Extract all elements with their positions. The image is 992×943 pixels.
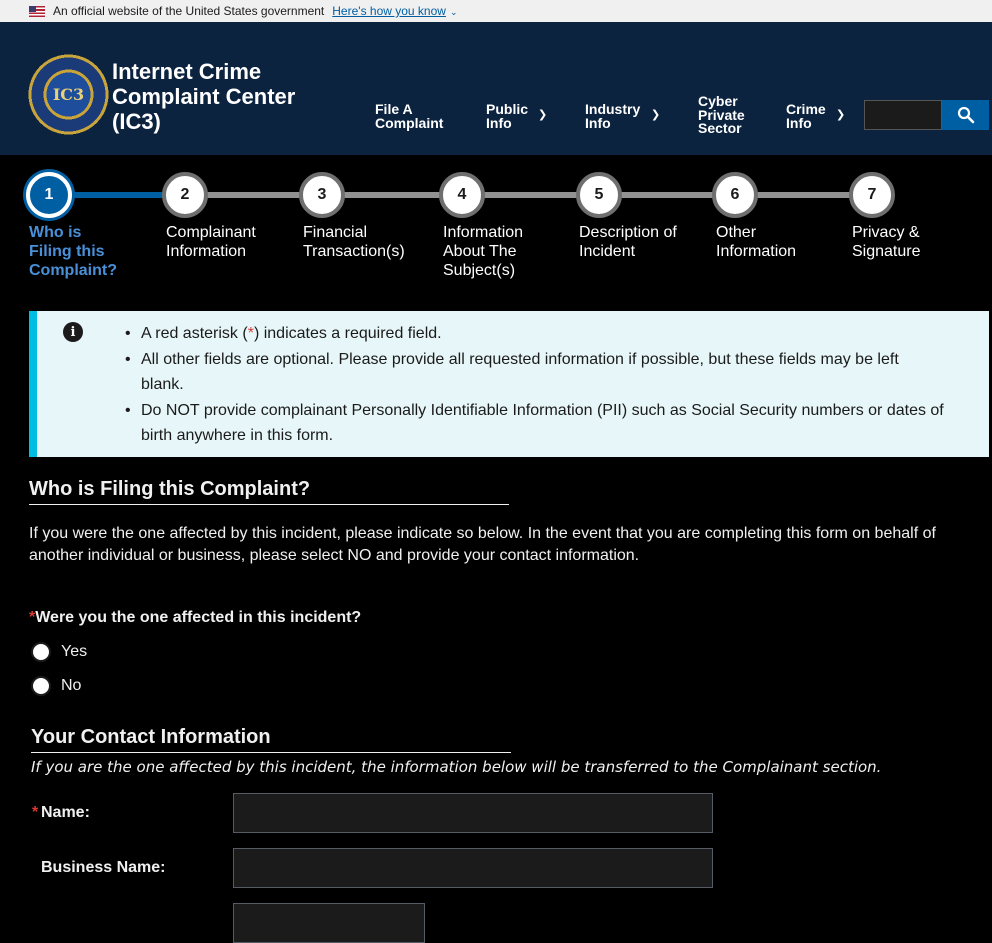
chevron-down-icon: ⌄ [449,7,458,17]
step-1-circle: 1 [26,172,72,218]
name-label: * Name: [32,804,90,821]
radio-option-yes[interactable] [31,642,87,662]
radio-yes-label: Yes [61,643,88,660]
step-7-circle: 7 [849,172,895,218]
business-name-field[interactable] [233,848,713,888]
business-name-label: Business Name: [41,859,166,876]
step-7-label: Privacy & Signature [852,224,921,260]
step-4-circle: 4 [439,172,485,218]
alert-item-optional: • All other fields are optional. Please provide all requested information if possible, but these fields may be left blank. [125,347,945,398]
chevron-down-icon: ❯ [538,109,548,121]
next-field[interactable] [233,903,425,943]
nav-crime-info[interactable]: Crime Info [786,101,826,131]
step-5-label: Description of Incident [579,224,677,260]
alert-list [125,321,945,449]
step-4-label: Information About The Subject(s) [443,224,524,279]
gov-banner [0,0,992,22]
chevron-down-icon: ❯ [836,109,846,121]
alert-item-required: • A red asterisk (*) indicates a required field. [125,321,945,347]
section-heading-who-is-filing: Who is Filing this Complaint? [29,478,509,505]
info-icon: i [63,322,83,342]
search-button[interactable] [942,100,989,130]
chevron-down-icon: ❯ [651,109,661,121]
search-input[interactable] [864,100,942,130]
radio-option-no[interactable] [31,676,81,696]
step-6-label: Other Information [716,224,797,260]
us-flag-icon [29,6,45,17]
step-5-circle: 5 [576,172,622,218]
site-title[interactable] [112,59,332,134]
step-progress-bar-remaining [170,192,870,198]
step-progress-bar-complete [70,192,170,198]
seal-text: IC3 [52,85,85,104]
step-2-label: Complainant Information [166,224,256,260]
step-3-circle: 3 [299,172,345,218]
step-indicator [0,155,992,295]
nav-industry-info[interactable]: Industry Info [585,101,641,131]
alert-item-pii: • Do NOT provide complainant Personally Identifiable Information (PII) such as Social Security numbers or dates of birth anywhere in this form. [125,398,945,449]
info-alert [29,311,989,457]
nav-file-a-complaint[interactable]: File A Complaint [375,101,444,131]
ic3-seal-logo[interactable] [28,54,109,135]
heres-how-you-know-link[interactable]: Here's how you know ⌄ [332,4,458,18]
step-2-circle: 2 [162,172,208,218]
search-icon [957,106,975,124]
name-field[interactable] [233,793,713,833]
affected-question-label: *Were you the one affected in this incident? [29,609,362,626]
step-3-label: Financial Transaction(s) [303,224,405,260]
site-title-line2: Complaint Center [112,84,296,109]
site-header [0,22,992,155]
nav-public-info[interactable]: Public Info [486,101,529,131]
radio-no[interactable] [31,676,51,696]
gov-banner-text: An official website of the United States government [53,4,325,18]
radio-yes[interactable] [31,642,51,662]
site-title-line1: Internet Crime [112,59,262,84]
section-description: If you were the one affected by this incident, please indicate so below. In the event that you are completing this form on behalf of another individual or business, please select NO and provide your contact information. [29,525,936,564]
radio-no-label: No [61,677,82,694]
nav-cyber-private-sector[interactable]: Cyber Private Sector [698,93,745,136]
section-heading-contact-info: Your Contact Information [31,726,511,753]
step-6-circle: 6 [712,172,758,218]
step-1-label: Who is Filing this Complaint? [29,224,117,279]
site-title-line3: (IC3) [112,109,161,134]
contact-info-note: If you are the one affected by this incident, the information below will be transferred to the Complainant section. [31,758,882,776]
